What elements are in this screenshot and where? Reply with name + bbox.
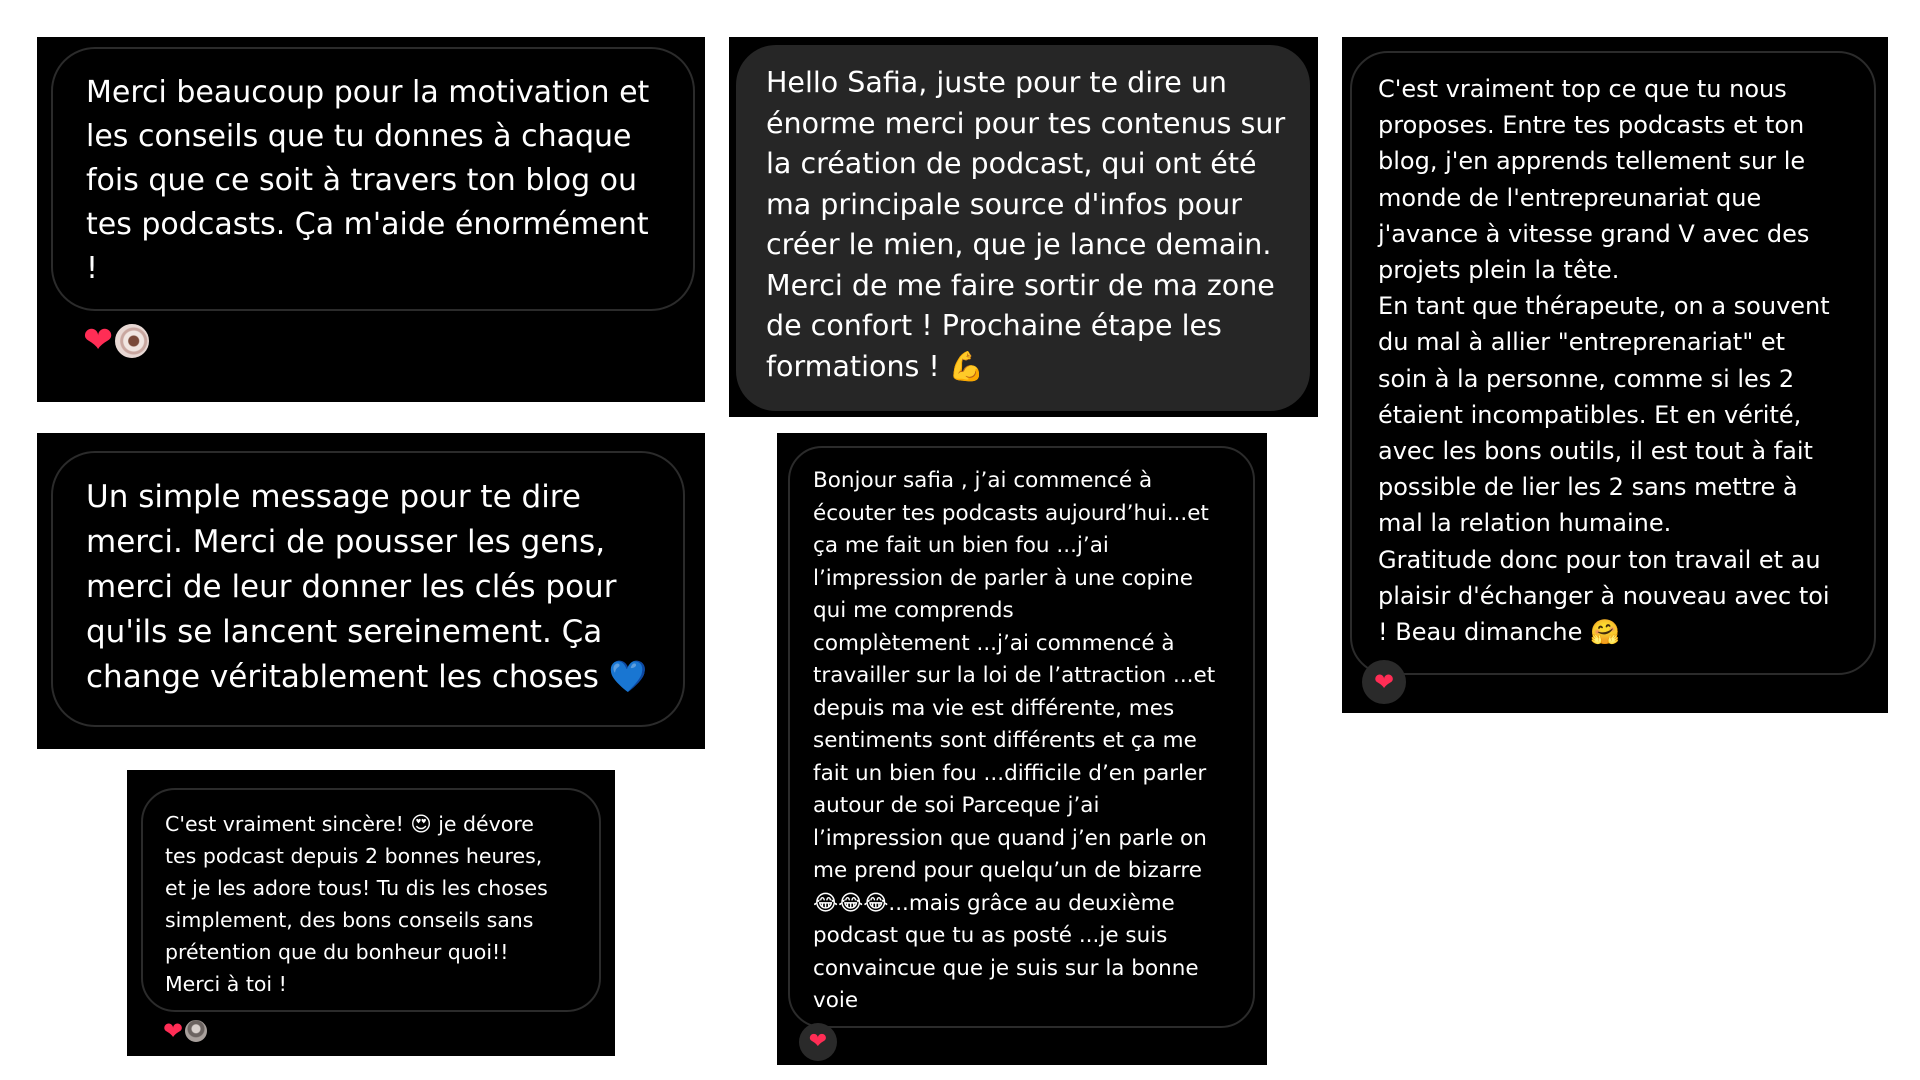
heart-icon: ❤ [163,1017,184,1045]
message-bubble[interactable] [788,446,1255,1028]
message-card-4 [729,37,1318,417]
message-card-1 [37,37,705,402]
heart-reaction [799,1023,837,1061]
reactions[interactable] [163,1018,209,1044]
message-text: Hello Safia, juste pour te dire un énorme merci pour tes contenus sur la création de podcast, qui ont été ma principale source d'infos pour créer le mien, que je lance demain. Merci de me faire sortir de ma zone de confort ! Prochaine étape les formations ! 💪 [766,66,1286,383]
message-bubble[interactable] [51,47,695,311]
heart-icon: ❤ [83,320,114,361]
message-card-6 [1342,37,1888,713]
message-card-5 [777,433,1267,1065]
message-text: Merci beaucoup pour la motivation et les conseils que tu donnes à chaque fois que ce soit à travers ton blog ou tes podcasts. Ça m'aide énormément ! [86,75,650,286]
heart-icon: ❤ [808,1029,828,1054]
heart-icon: ❤ [1373,668,1395,696]
message-bubble[interactable] [1350,51,1876,675]
message-text: Bonjour safia , j’ai commencé à écouter tes podcasts aujourd’hui...et ça me fait un bien fou ...j’ai l’impression de parler à une copine qui me comprends complètement ...j’ai commencé à travailler sur la loi de l’attraction ...et depuis ma vie est différente, mes sentiments sont différents et ça me fait un bien fou ...difficile d’en parler autour de soi Parceque j’ai l’impression que quand j’en parle on me prend pour quelqu’un de bizarre 😂😂😂...mais grâce au deuxième podcast que tu as posté ...je suis convaincue que je suis sur la bonne voie [813,468,1216,1013]
avatar [183,1018,209,1044]
reactions[interactable] [83,322,151,360]
message-bubble[interactable] [736,45,1310,411]
message-text: C'est vraiment sincère! 😍 je dévore tes podcast depuis 2 bonnes heures, et je les adore tous! Tu dis les choses simplement, des bons conseils sans prétention que du bonheur quoi!! Merci à toi ! [165,812,548,996]
reactions[interactable] [1362,660,1406,704]
heart-reaction [1362,660,1406,704]
message-bubble[interactable] [51,451,685,727]
reactions[interactable] [799,1023,837,1061]
message-text: Un simple message pour te dire merci. Merci de pousser les gens, merci de leur donner les clés pour qu'ils se lancent sereinement. Ça change véritablement les choses 💙 [86,479,648,695]
message-bubble[interactable] [141,788,601,1012]
message-card-2 [37,433,705,749]
message-card-3 [127,770,615,1056]
message-text: C'est vraiment top ce que tu nous proposes. Entre tes podcasts et ton blog, j'en apprends tellement sur le monde de l'entrepreunariat que j'avance à vitesse grand V avec des projets plein la tête. En tant que thérapeute, on a souvent du mal à allier "entreprenariat" et soin à la personne, comme si les 2 étaient incompatibles. Et en vérité, avec les bons outils, il est tout à fait possible de lier les 2 sans mettre à mal la relation humaine. Gratitude donc pour ton travail et au plaisir d'échanger à nouveau avec toi ! Beau dimanche 🤗 [1378,75,1830,647]
avatar [113,322,151,360]
